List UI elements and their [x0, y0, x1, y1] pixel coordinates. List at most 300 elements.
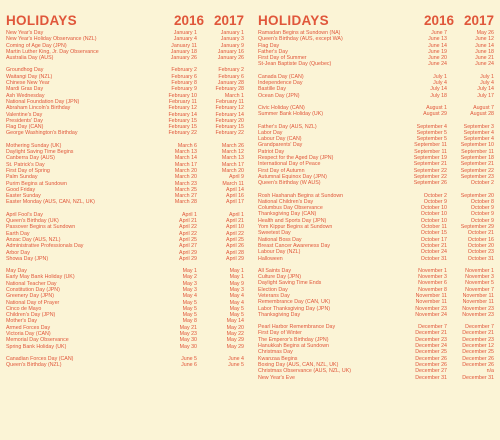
holiday-name: National Teacher Day — [6, 280, 57, 287]
date-2016: October 2 — [423, 192, 447, 199]
date-2016: April 27 — [179, 243, 197, 250]
date-2016: June 6 — [181, 362, 197, 369]
holiday-name: Palm Sunday — [6, 174, 38, 181]
date-2017: September 21 — [460, 161, 494, 168]
holiday-name: Presidents' Day — [6, 117, 43, 124]
date-2017: September 11 — [461, 148, 494, 155]
date-2016: March 14 — [174, 155, 197, 162]
date-2017: October 21 — [467, 230, 494, 237]
date-2016: December 31 — [415, 374, 447, 381]
date-2017: March 17 — [221, 161, 244, 168]
year-2016-header: 2016 — [173, 13, 204, 28]
date-2017: October 8 — [470, 198, 494, 205]
holiday-name: Father's Day — [258, 48, 288, 55]
holiday-name: Mardi Gras Day — [6, 86, 44, 93]
holiday-name: Early May Bank Holiday (UK) — [6, 274, 75, 281]
holiday-name: New Year's Holiday Observance (NZL) — [6, 36, 97, 43]
date-2016: October 10 — [420, 205, 447, 212]
holiday-name: Yom Kippur Begins at Sundown — [258, 224, 333, 231]
holiday-row — [6, 344, 244, 350]
holiday-name: Queen's Birthday (W AUS) — [258, 180, 321, 187]
holiday-name: Health and Sports Day (JPN) — [258, 217, 327, 224]
date-2017: May 20 — [226, 324, 244, 331]
date-2017: May 29 — [226, 343, 244, 350]
holiday-row — [6, 130, 244, 136]
holiday-name: Chinese New Year — [6, 80, 50, 87]
holiday-name: May Day — [6, 268, 27, 275]
date-2016: November 11 — [415, 292, 447, 299]
date-2016: May 30 — [179, 343, 197, 350]
date-2016: July 1 — [433, 73, 447, 80]
date-2017: April 29 — [226, 255, 244, 262]
holiday-groups-left — [6, 30, 244, 369]
date-2016: February 8 — [171, 80, 197, 87]
date-2017: April 14 — [226, 186, 244, 193]
date-2017: June 24 — [475, 61, 494, 68]
year-2017-header: 2017 — [213, 13, 244, 28]
date-2017: October 16 — [467, 236, 494, 243]
holiday-name: George Washington's Birthday — [6, 130, 78, 137]
holiday-name: First Day of Winter — [258, 330, 302, 337]
holiday-name: Kwanzaa Begins — [258, 355, 298, 362]
date-2016: May 21 — [179, 324, 197, 331]
date-2016: December 24 — [415, 343, 447, 350]
date-2017: March 20 — [221, 167, 244, 174]
holiday-name: Mothering Sunday (UK) — [6, 142, 62, 149]
date-2016: September 26 — [413, 180, 447, 187]
date-2017: December 31 — [462, 374, 494, 381]
date-2017: July 17 — [477, 92, 494, 99]
date-2016: December 23 — [415, 336, 447, 343]
date-2017: May 1 — [229, 274, 244, 281]
date-2017: February 12 — [215, 105, 244, 112]
date-2016: May 5 — [182, 299, 197, 306]
date-2016: October 15 — [420, 230, 447, 237]
date-2016: June 13 — [428, 36, 447, 43]
date-2016: June 19 — [428, 48, 447, 55]
date-2017: June 14 — [475, 42, 494, 49]
holiday-row — [6, 362, 244, 368]
date-2017: September 4 — [463, 129, 494, 136]
date-2016: March 23 — [174, 180, 197, 187]
date-2017: January 1 — [220, 30, 244, 36]
date-2017: December 23 — [462, 336, 494, 343]
date-2016: October 10 — [420, 211, 447, 218]
date-2016: July 18 — [430, 92, 447, 99]
date-2016: March 6 — [177, 142, 197, 149]
date-2016: October 24 — [420, 249, 447, 256]
date-2016: September 4 — [416, 123, 447, 130]
date-2016: January 18 — [170, 48, 197, 55]
holiday-name: Groundhog Day — [6, 67, 44, 74]
date-2017: December 25 — [462, 349, 494, 356]
holiday-name: Canadian Forces Day (CAN) — [6, 355, 74, 362]
holiday-name: Respect for the Aged Day (JPN) — [258, 155, 334, 162]
holiday-row — [258, 312, 494, 318]
date-2017: May 14 — [226, 318, 244, 325]
holiday-name: Queen's Birthday (UK) — [6, 218, 59, 225]
date-2017: September 4 — [463, 136, 494, 143]
date-2016: September 11 — [414, 148, 447, 155]
holiday-row — [258, 375, 494, 381]
holiday-name: Remembrance Day (CAN, UK) — [258, 299, 331, 306]
holiday-name: Patriot Day — [258, 148, 285, 155]
date-2017: June 21 — [475, 55, 494, 62]
year-2016-header: 2016 — [423, 13, 454, 28]
holiday-name: Spring Bank Holiday (UK) — [6, 343, 67, 350]
holiday-name: Sweetest Day — [258, 230, 291, 237]
holiday-name: Canberra Day (AUS) — [6, 155, 55, 162]
date-2017: May 29 — [226, 337, 244, 344]
date-2016: March 25 — [174, 186, 197, 193]
holiday-name: Grandparents' Day — [258, 142, 303, 149]
date-2017: January 3 — [220, 36, 244, 43]
holiday-name: Purim Begins at Sundown — [6, 180, 67, 187]
holiday-name: National Day of Prayer — [6, 299, 60, 306]
holiday-name: First Day of Spring — [6, 167, 50, 174]
holiday-group — [258, 268, 494, 318]
date-2017: September 18 — [460, 155, 494, 162]
holiday-name: Flag Day (CAN) — [6, 124, 44, 131]
holiday-name: Waitangi Day (NZL) — [6, 73, 53, 80]
date-2017: March 11 — [222, 180, 244, 187]
holiday-group — [6, 143, 244, 206]
holiday-name: Victoria Day (CAN) — [6, 331, 51, 338]
date-2017: July 1 — [480, 73, 494, 80]
date-2017: May 1 — [229, 268, 244, 275]
date-2016: January 11 — [171, 42, 197, 49]
date-2016: September 5 — [416, 129, 447, 136]
date-2017: November 11 — [462, 292, 494, 299]
date-2017: October 9 — [470, 205, 494, 212]
holiday-name: Earth Day — [6, 230, 30, 237]
date-2016: February 15 — [168, 117, 197, 124]
holiday-name: Bastille Day — [258, 86, 286, 93]
date-2016: May 8 — [182, 318, 197, 325]
date-2017: January 16 — [217, 48, 244, 55]
holiday-name: Pearl Harbor Remembrance Day — [258, 324, 336, 331]
date-2017: November 7 — [465, 286, 494, 293]
date-2016: April 25 — [179, 236, 197, 243]
date-2017: December 12 — [462, 343, 494, 350]
holiday-name: Civic Holiday (CAN) — [258, 104, 305, 111]
holiday-name: All Saints Day — [258, 267, 291, 274]
date-2017: February 11 — [215, 98, 244, 105]
holiday-name: The Emperor's Birthday (JPN) — [258, 336, 329, 343]
holiday-group — [258, 30, 494, 68]
date-2016: June 24 — [428, 61, 447, 68]
holiday-name: Father's Day (AUS, NZL) — [258, 123, 317, 130]
holiday-row — [6, 55, 244, 61]
date-2016: April 1 — [181, 211, 197, 218]
date-2016: May 5 — [182, 305, 197, 312]
date-2016: February 9 — [171, 86, 197, 93]
date-2017: November 1 — [465, 267, 494, 274]
holiday-group — [258, 105, 494, 118]
holiday-name: National Foundation Day (JPN) — [6, 98, 80, 105]
date-2017: December 21 — [462, 330, 494, 337]
date-2017: June 5 — [228, 362, 244, 369]
holiday-name: Queen's Birthday (NZL) — [6, 362, 62, 369]
holiday-name: Administrative Professionals Day — [6, 243, 84, 250]
date-2016: May 1 — [182, 268, 197, 275]
date-2016: April 22 — [179, 230, 197, 237]
date-2017: February 22 — [215, 130, 244, 137]
date-2016: September 11 — [414, 142, 447, 149]
date-2017: November 3 — [465, 274, 494, 281]
holiday-groups-right — [258, 30, 494, 381]
holiday-name: Daylight Saving Time Ends — [258, 280, 322, 287]
date-2016: November 6 — [418, 280, 447, 287]
date-2016: August 1 — [426, 104, 447, 111]
date-2016: February 12 — [168, 105, 197, 112]
date-2016: June 7 — [431, 30, 447, 36]
date-2017: February 15 — [215, 124, 244, 131]
date-2016: September 22 — [413, 167, 447, 174]
holiday-name: New Year's Day — [6, 30, 44, 36]
date-2017: June 12 — [475, 36, 494, 43]
date-2017: June 4 — [228, 355, 244, 362]
holiday-name: Arbor Day — [6, 249, 30, 256]
holiday-name: Flag Day — [258, 42, 280, 49]
holiday-name: Autumnal Equinox Day (JPN) — [258, 173, 327, 180]
holiday-group — [258, 74, 494, 99]
holiday-name: International Day of Peace — [258, 161, 321, 168]
date-2016: February 2 — [171, 67, 197, 74]
date-2016: November 23 — [415, 305, 447, 312]
date-2016: October 21 — [420, 242, 447, 249]
holiday-name: Labor Thanksgiving Day (JPN) — [258, 305, 331, 312]
holiday-name: Easter Sunday — [6, 193, 41, 200]
holiday-name: Good Friday — [6, 186, 36, 193]
date-2016: May 2 — [182, 274, 197, 281]
date-2017: October 9 — [470, 217, 494, 224]
date-2016: April 29 — [179, 249, 197, 256]
holiday-name: Election Day — [258, 286, 288, 293]
date-2017: March 26 — [221, 142, 244, 149]
date-2016: March 28 — [174, 199, 197, 206]
date-2016: October 31 — [420, 255, 447, 262]
holiday-name: Independence Day — [258, 80, 303, 87]
date-2016: March 13 — [174, 149, 197, 156]
date-2016: May 5 — [182, 312, 197, 319]
holiday-name: National Boss Day — [258, 236, 302, 243]
holiday-name: New Year's Eve — [258, 374, 295, 381]
date-2016: April 29 — [179, 255, 197, 262]
date-2017: October 20 — [467, 242, 494, 249]
date-2016: September 5 — [416, 136, 447, 143]
holiday-group — [6, 212, 244, 262]
date-2017: April 26 — [226, 243, 244, 250]
date-2017: n/a — [486, 368, 494, 375]
date-2016: June 14 — [428, 42, 447, 49]
holiday-group — [6, 67, 244, 136]
date-2016: December 21 — [415, 330, 447, 337]
holiday-row — [6, 256, 244, 262]
date-2016: December 7 — [418, 324, 447, 331]
date-2016: August 29 — [423, 111, 447, 118]
date-2016: March 20 — [174, 167, 197, 174]
date-2016: March 17 — [174, 161, 197, 168]
date-2017: May 3 — [229, 286, 244, 293]
holiday-group — [258, 124, 494, 187]
holiday-name: Ash Wednesday — [6, 92, 45, 99]
date-2017: July 14 — [477, 86, 494, 93]
date-2017: March 13 — [221, 155, 244, 162]
date-2016: October 9 — [423, 198, 447, 205]
date-2017: May 22 — [226, 331, 244, 338]
holiday-name: Valentine's Day — [6, 111, 43, 118]
date-2016: October 17 — [420, 236, 447, 243]
holiday-name: Thanksgiving Day — [258, 311, 301, 318]
holiday-name: Showa Day (JPN) — [6, 255, 49, 262]
holiday-name: Australia Day (AUS) — [6, 55, 54, 62]
date-2016: February 6 — [171, 73, 197, 80]
date-2017: August 28 — [470, 111, 494, 118]
date-2016: January 4 — [173, 36, 197, 43]
date-2017: October 2 — [470, 180, 494, 187]
date-2017: June 18 — [475, 48, 494, 55]
date-2017: January 28 — [217, 80, 244, 87]
holiday-name: Rosh Hashanah Begins at Sundown — [258, 192, 344, 199]
holiday-name: Christmas Day — [258, 349, 293, 356]
date-2017: April 17 — [226, 199, 244, 206]
holiday-name: Passover Begins at Sundown — [6, 224, 76, 231]
date-2017: October 23 — [467, 249, 494, 256]
date-2017: February 14 — [215, 111, 244, 118]
date-2016: December 26 — [415, 361, 447, 368]
date-2016: February 11 — [168, 98, 197, 105]
holiday-name: Culture Day (JPN) — [258, 274, 301, 281]
holiday-name: Thanksgiving Day (CAN) — [258, 211, 317, 218]
holiday-name: Christmas Observance (AUS, NZL, UK) — [258, 368, 352, 375]
holiday-name: Abraham Lincoln's Birthday — [6, 105, 71, 112]
date-2017: December 26 — [462, 355, 494, 362]
date-2017: September 29 — [460, 224, 494, 231]
holiday-name: Ramadan Begins at Sundown (NA) — [258, 30, 341, 36]
date-2016: November 3 — [418, 274, 447, 281]
holiday-row — [258, 61, 494, 67]
date-2017: August 7 — [473, 104, 494, 111]
date-2016: November 1 — [418, 267, 447, 274]
holidays-column-right — [250, 0, 500, 440]
holiday-row — [258, 180, 494, 186]
date-2017: April 1 — [228, 211, 244, 218]
date-2017: December 7 — [465, 324, 494, 331]
year-2017-header: 2017 — [463, 13, 494, 28]
date-2017: January 9 — [220, 42, 244, 49]
holiday-row — [6, 199, 244, 205]
date-2016: September 21 — [413, 161, 447, 168]
holiday-name: First Day of Summer — [258, 55, 307, 62]
date-2016: April 21 — [179, 218, 197, 225]
holiday-name: Mother's Day — [6, 318, 38, 325]
holiday-name: Children's Day (JPN) — [6, 312, 56, 319]
date-2017: November 11 — [462, 299, 494, 306]
date-2016: June 5 — [181, 355, 197, 362]
date-2016: March 20 — [174, 174, 197, 181]
holiday-name: Halloween — [258, 255, 283, 262]
holiday-name: Columbus Day Observance — [258, 205, 323, 212]
date-2017: September 20 — [460, 192, 494, 199]
holiday-name: Labour Day (NZL) — [258, 249, 301, 256]
date-2017: May 9 — [229, 280, 244, 287]
holiday-name: Ocean Day (JPN) — [258, 92, 300, 99]
holiday-name: Martin Luther King, Jr. Day Observance — [6, 48, 99, 55]
date-2017: November 5 — [465, 280, 494, 287]
date-2017: May 5 — [229, 305, 244, 312]
holiday-name: Veterans Day — [258, 292, 290, 299]
holiday-name: Constitution Day (JPN) — [6, 286, 60, 293]
holiday-group — [258, 193, 494, 262]
holiday-row — [258, 111, 494, 117]
date-2017: May 5 — [229, 312, 244, 319]
date-2017: October 31 — [467, 255, 494, 262]
date-2017: May 4 — [229, 299, 244, 306]
date-2017: February 28 — [215, 86, 244, 93]
holiday-name: Summer Bank Holiday (UK) — [258, 111, 324, 118]
holiday-name: Hanukkah Begins at Sundown — [258, 343, 329, 350]
date-2017: July 4 — [480, 80, 494, 87]
date-2016: September 19 — [413, 155, 447, 162]
date-2016: February 14 — [168, 111, 197, 118]
date-2016: April 22 — [179, 224, 197, 231]
date-2017: November 23 — [462, 311, 494, 318]
holidays-title: HOLIDAYS — [258, 13, 329, 28]
date-2016: November 11 — [415, 299, 447, 306]
holiday-name: Anzac Day (AUS, NZL) — [6, 236, 61, 243]
date-2016: December 25 — [415, 349, 447, 356]
date-2017: April 25 — [226, 236, 244, 243]
date-2017: April 22 — [226, 230, 244, 237]
date-2016: January 26 — [170, 55, 197, 62]
date-2016: May 30 — [179, 337, 197, 344]
holiday-row — [258, 256, 494, 262]
holiday-name: Breast Cancer Awareness Day — [258, 242, 331, 249]
date-2017: April 28 — [226, 249, 244, 256]
date-2017: April 10 — [226, 224, 244, 231]
holiday-name: Canada Day (CAN) — [258, 73, 304, 80]
date-2016: July 14 — [430, 86, 447, 93]
holiday-name: St-Jean Baptiste Day (Quebec) — [258, 61, 332, 68]
date-2017: September 23 — [460, 173, 494, 180]
date-2016: October 11 — [421, 224, 447, 231]
date-2017: February 2 — [218, 67, 244, 74]
date-2016: January 1 — [173, 30, 197, 36]
date-2017: October 9 — [470, 211, 494, 218]
date-2016: December 27 — [415, 368, 447, 375]
date-2017: November 23 — [462, 305, 494, 312]
holiday-name: St. Patrick's Day — [6, 161, 45, 168]
date-2016: October 10 — [420, 217, 447, 224]
column-header — [258, 6, 494, 28]
date-2017: May 26 — [476, 30, 494, 36]
date-2016: May 3 — [182, 280, 197, 287]
holiday-name: First Day of Autumn — [258, 167, 305, 174]
holiday-group — [6, 356, 244, 369]
date-2016: December 26 — [415, 355, 447, 362]
column-header — [6, 6, 244, 28]
holiday-group — [258, 324, 494, 381]
date-2016: May 3 — [182, 286, 197, 293]
date-2016: May 23 — [179, 331, 197, 338]
date-2017: April 9 — [228, 174, 244, 181]
holiday-name: Labour Day (CAN) — [258, 136, 302, 143]
date-2017: December 26 — [462, 361, 494, 368]
date-2016: February 22 — [168, 130, 197, 137]
date-2016: July 4 — [433, 80, 447, 87]
holiday-name: Daylight Saving Time Begins — [6, 149, 74, 156]
